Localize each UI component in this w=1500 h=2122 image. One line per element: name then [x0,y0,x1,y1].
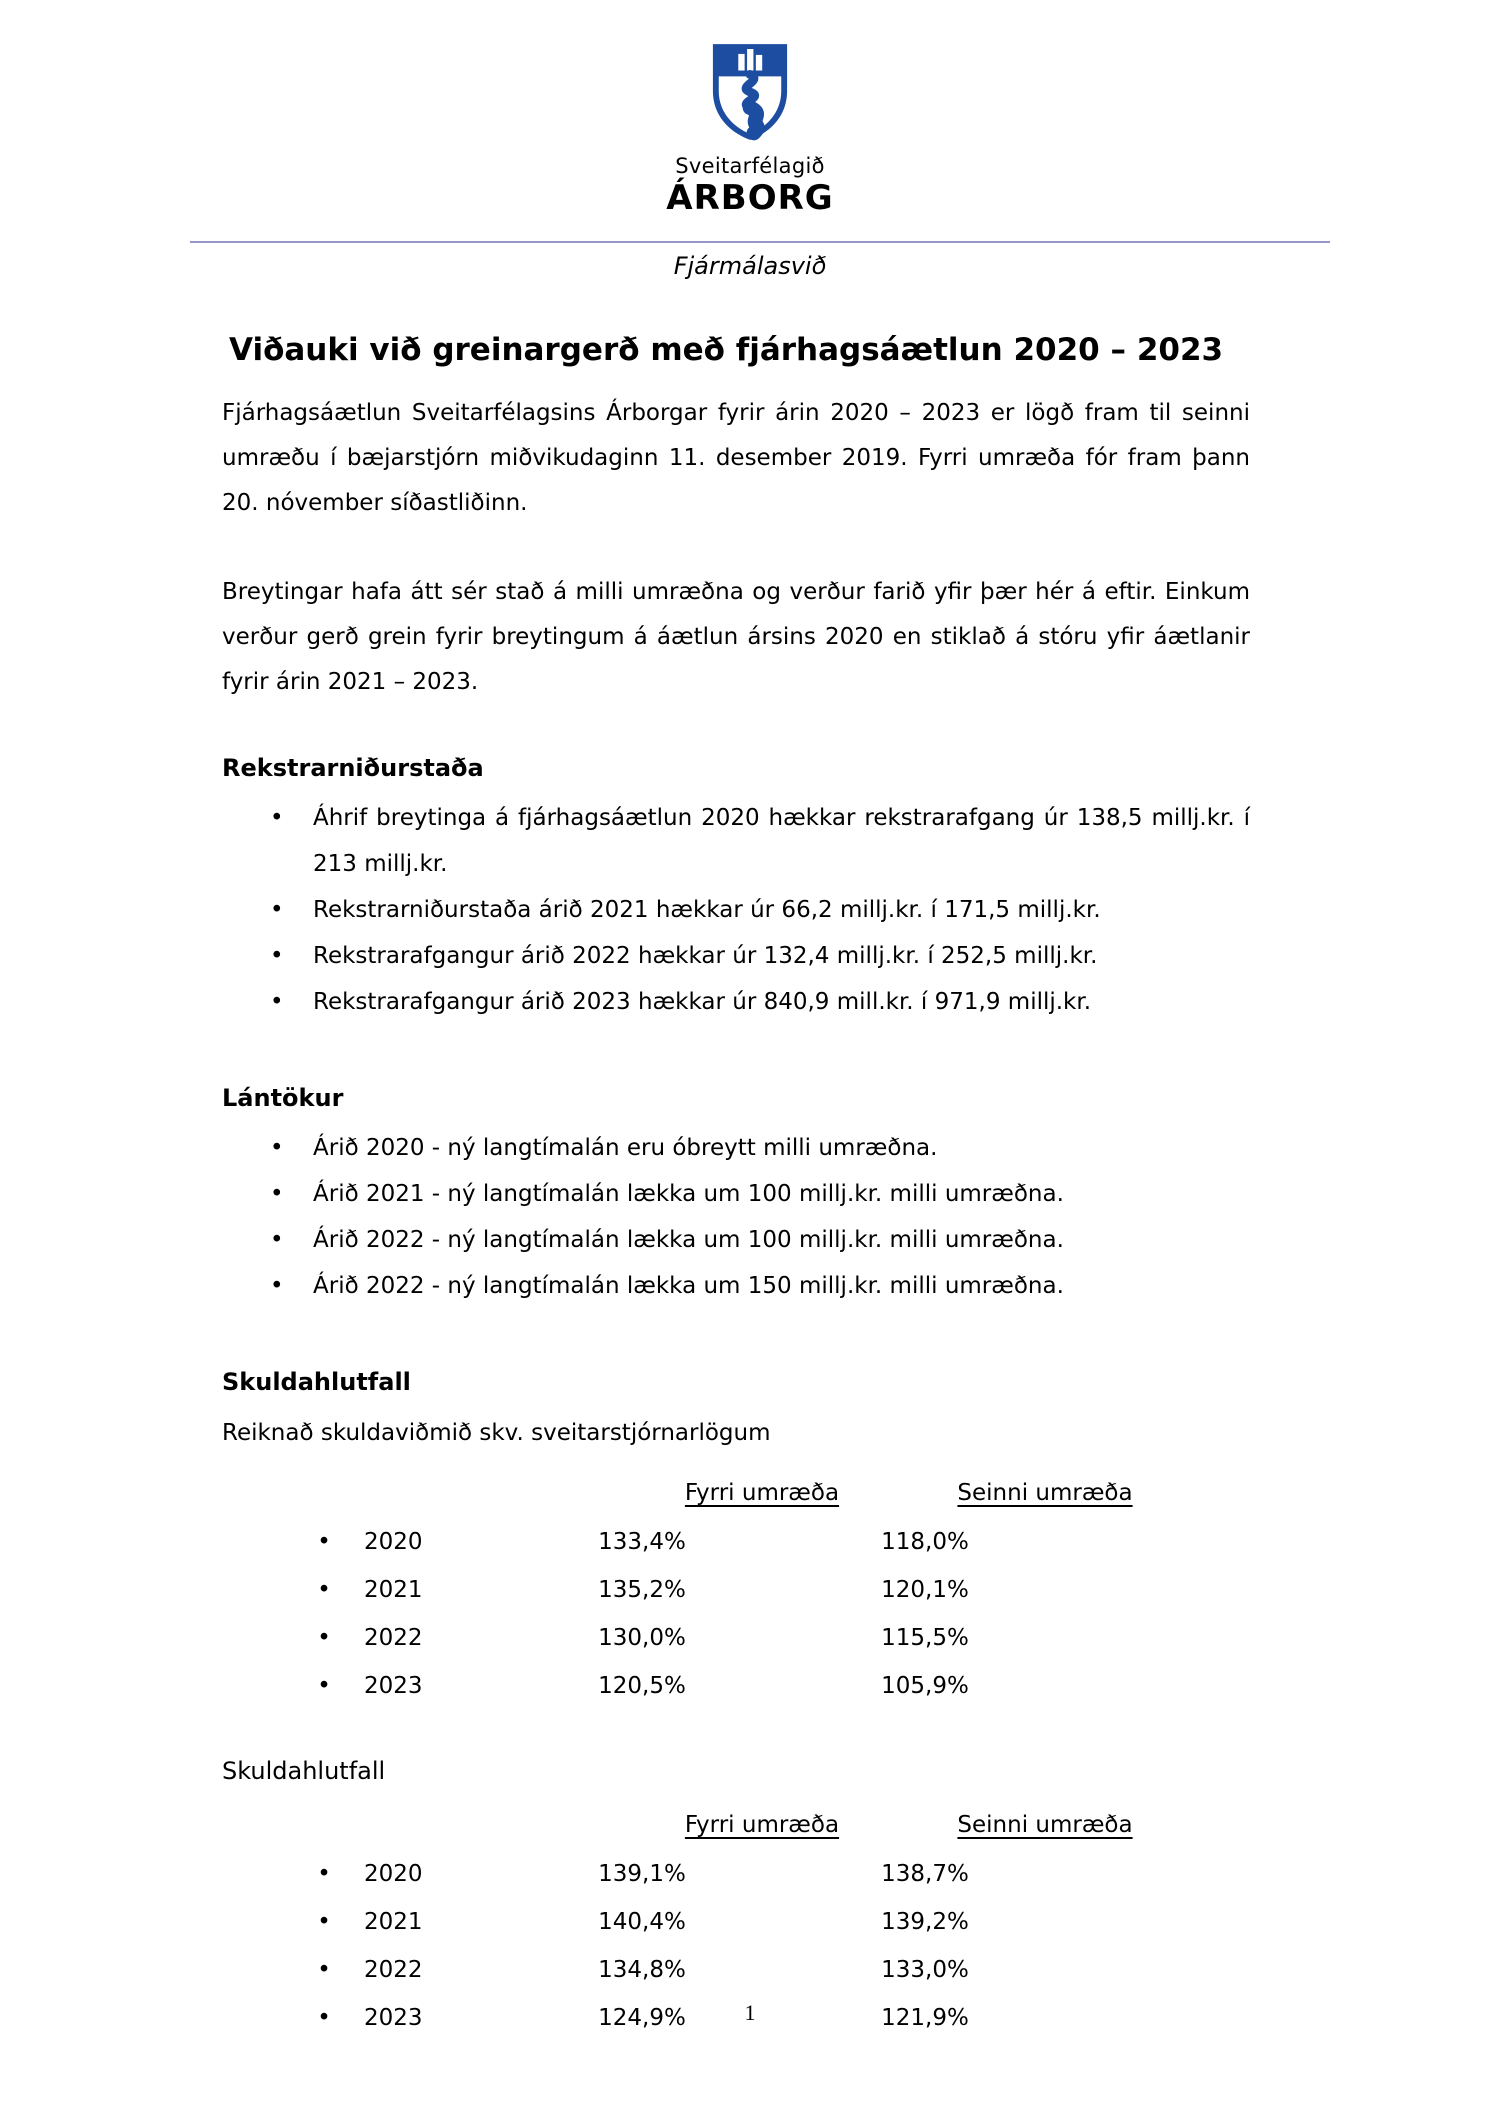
page-number: 1 [744,2000,756,2025]
seinni-value-cell: 105,9% [881,1673,969,1699]
column-header-fyrri: Fyrri umræða [684,1480,840,1506]
bullet-marker: • [317,1957,331,1983]
bullet-marker: • [317,2005,331,2031]
seinni-value-cell: 115,5% [881,1625,969,1651]
letterhead [0,0,1500,217]
year-cell: 2022 [364,1957,423,1983]
department-label: Fjármálasvið [673,252,827,280]
year-cell: 2020 [364,1861,423,1887]
table-header-row [222,1800,1250,1850]
bullet-marker: • [317,1625,331,1651]
arborg-coat-of-arms-icon [709,42,791,142]
section-subtitle: Reiknað skuldaviðmið skv. sveitarstjórnarlögum [222,1420,771,1446]
document-title: Viðauki við greinargerð með fjárhagsáætlun 2020 – 2023 [229,332,1224,368]
section-heading-skuldahlutfall-1: Skuldahlutfall [222,1368,411,1396]
table-row [222,1898,1250,1946]
bullet-list [222,795,1250,1025]
section-heading-lantokur: Lántökur [222,1084,344,1112]
bullet-list [222,1125,1250,1309]
year-cell: 2020 [364,1529,423,1555]
bullet-item: • Árið 2022 - ný langtímalán lækka um 150 millj.kr. milli umræðna. [222,1263,1250,1309]
column-header-fyrri: Fyrri umræða [684,1812,840,1838]
table-row [222,1662,1250,1710]
bullet-item: • Áhrif breytinga á fjárhagsáætlun 2020 hækkar rekstrarafgang úr 138,5 millj.kr. í 213 millj.kr. [222,795,1250,887]
bullet-item: • Rekstrarafgangur árið 2023 hækkar úr 840,9 mill.kr. í 971,9 millj.kr. [222,979,1250,1025]
year-cell: 2021 [364,1577,423,1603]
document-body [222,331,1250,2042]
seinni-value-cell: 133,0% [881,1957,969,1983]
bullet-marker: • [317,1909,331,1935]
seinni-value-cell: 120,1% [881,1577,969,1603]
bullet-item: • Rekstrarafgangur árið 2022 hækkar úr 132,4 millj.kr. í 252,5 millj.kr. [222,933,1250,979]
table-row [222,1850,1250,1898]
paragraph: Fjárhagsáætlun Sveitarfélagsins Árborgar fyrir árin 2020 – 2023 er lögð fram til seinni umræðu í bæjarstjórn miðvikudaginn 11. desember 2019. Fyrri umræða fór fram þann 20. nóvember síðastliðinn. [222,400,1250,516]
fyrri-value-cell: 134,8% [598,1957,686,1983]
seinni-value-cell: 121,9% [881,2005,969,2031]
header-divider [190,241,1330,243]
debt-ratio-table-1 [222,1468,1250,1710]
bullet-marker: • [317,1673,331,1699]
fyrri-value-cell: 120,5% [598,1673,686,1699]
seinni-value-cell: 138,7% [881,1861,969,1887]
section-heading-rekstrarnidurstada: Rekstrarniðurstaða [222,754,484,782]
table-row [222,1566,1250,1614]
bullet-marker: • [317,1577,331,1603]
bullet-marker: • [317,1529,331,1555]
paragraph: Breytingar hafa átt sér stað á milli umræðna og verður farið yfir þær hér á eftir. Einkum verður gerð grein fyrir breytingum á áætlun ársins 2020 en stiklað á stóru yfir áætlanir fyrir árin 2021 – 2023. [222,579,1250,695]
bullet-item: • Árið 2021 - ný langtímalán lækka um 100 millj.kr. milli umræðna. [222,1171,1250,1217]
table-row [222,1614,1250,1662]
fyrri-value-cell: 133,4% [598,1529,686,1555]
year-cell: 2023 [364,2005,423,2031]
fyrri-value-cell: 140,4% [598,1909,686,1935]
bullet-item: • Árið 2022 - ný langtímalán lækka um 100 millj.kr. milli umræðna. [222,1217,1250,1263]
bullet-item: • Árið 2020 - ný langtímalán eru óbreytt milli umræðna. [222,1125,1250,1171]
year-cell: 2021 [364,1909,423,1935]
table-row [222,1946,1250,1994]
fyrri-value-cell: 124,9% [598,2005,686,2031]
year-cell: 2023 [364,1673,423,1699]
fyrri-value-cell: 135,2% [598,1577,686,1603]
seinni-value-cell: 118,0% [881,1529,969,1555]
column-header-seinni: Seinni umræða [957,1480,1133,1506]
org-name: Sveitarfélagið [675,154,825,178]
fyrri-value-cell: 139,1% [598,1861,686,1887]
bullet-item: • Rekstrarniðurstaða árið 2021 hækkar úr 66,2 millj.kr. í 171,5 millj.kr. [222,887,1250,933]
year-cell: 2022 [364,1625,423,1651]
fyrri-value-cell: 130,0% [598,1625,686,1651]
table-header-row [222,1468,1250,1518]
bullet-marker: • [317,1861,331,1887]
column-header-seinni: Seinni umræða [957,1812,1133,1838]
seinni-value-cell: 139,2% [881,1909,969,1935]
section-heading-skuldahlutfall-2: Skuldahlutfall [222,1757,386,1785]
table-row [222,1518,1250,1566]
org-name-caps: ÁRBORG [666,178,834,218]
